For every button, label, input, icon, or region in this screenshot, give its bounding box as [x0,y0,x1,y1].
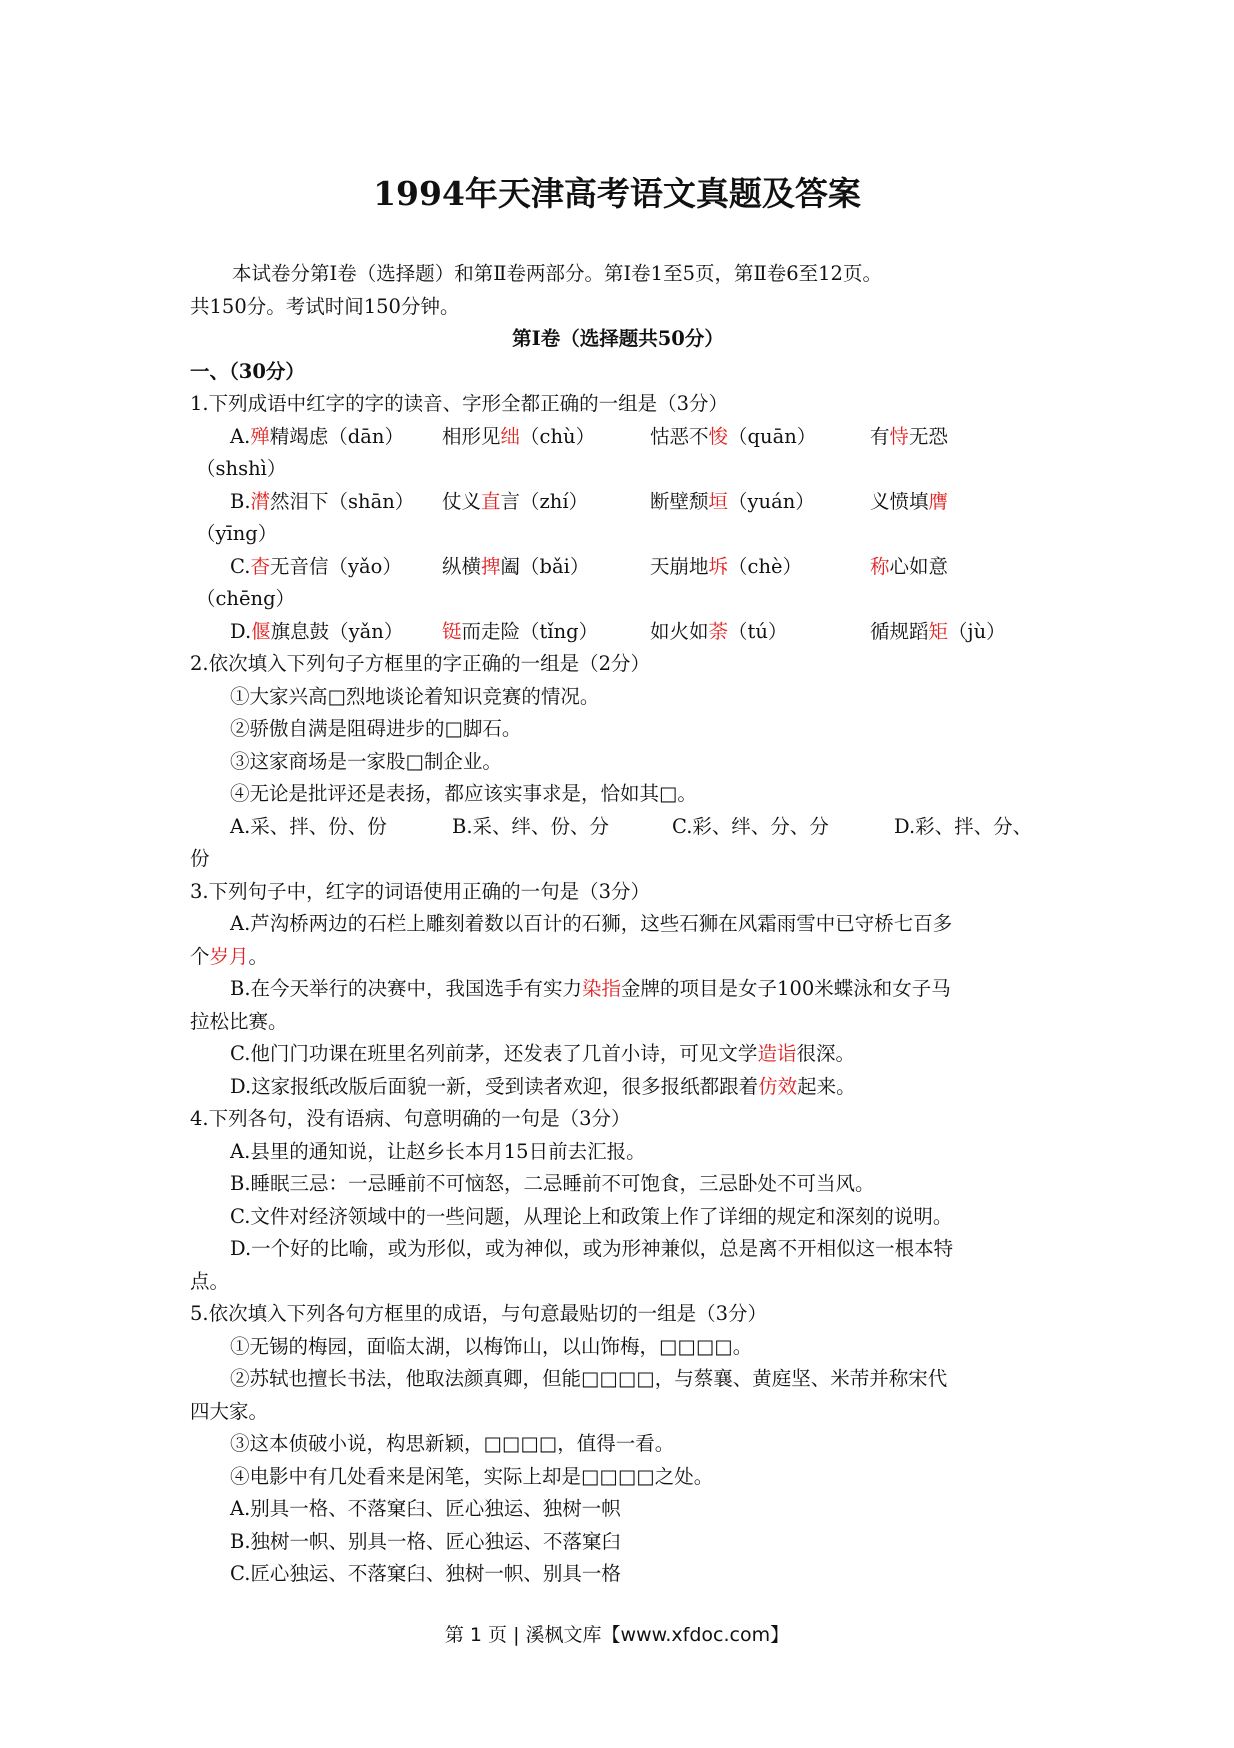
q4-option-c: C.文件对经济领域中的一些问题，从理论上和政策上作了详细的规定和深刻的说明。 [230,1204,953,1228]
q3-option-c: C.他门门功课在班里名列前茅，还发表了几首小诗，可见文学造诣很深。 [230,1042,855,1065]
q5-option-b: B.独树一帜、别具一格、匠心独运、不落窠臼 [230,1529,622,1553]
q1-c-item-2: 纵横捭阖（bǎi） [442,554,590,578]
q1-d-item-3: 如火如荼（tú） [650,619,788,643]
q1-a-item-2: 相形见绌（chù） [442,424,596,448]
q1-option-d [190,616,1046,649]
q3-a-red-term: 岁月 [209,944,249,968]
q4-option-a: A.县里的通知说，让赵乡长本月15日前去汇报。 [230,1139,646,1163]
q1-d-item-2: 铤而走险（tǐng） [442,619,599,643]
q3-option-b-line-2: 拉松比赛。 [190,1009,288,1033]
q1-a-continuation: （shshì） [196,457,287,480]
q2-option-a: A.采、拌、份、份 [230,814,387,838]
q2-option-b: B.采、绊、份、分 [452,814,610,838]
q1-b-item-1: B.潸然泪下（shān） [230,489,415,513]
q5-sentence-4: ④电影中有几处看来是闲笔，实际上却是□□□□之处。 [230,1464,714,1488]
part1-heading: 第Ⅰ卷（选择题共50分） [512,327,724,350]
q5-option-a: A.别具一格、不落窠臼、匠心独运、独树一帜 [230,1497,621,1520]
q2-options [190,811,1046,844]
q4-stem: 4.下列各句，没有语病、句意明确的一句是（3分） [190,1107,631,1130]
q1-c-item-4: 称心如意 [870,554,949,578]
q3-option-b-line-1: B.在今天举行的决赛中，我国选手有实力染指金牌的项目是女子100米蝶泳和女子马 [230,977,951,1000]
q1-c-item-1: C.杳无音信（yǎo） [230,554,402,578]
q1-d-item-4: 循规蹈矩（jù） [870,619,1006,643]
q1-b-item-3: 断壁颓垣（yuán） [650,489,815,513]
q5-stem: 5.依次填入下列各句方框里的成语，与句意最贴切的一组是（3分） [190,1302,768,1325]
q2-option-d-continuation: 份 [190,847,210,870]
q2-sentence-4: ④无论是批评还是表扬，都应该实事求是，恰如其□。 [230,782,697,805]
q3-option-a-line-2: 个岁月。 [190,944,269,968]
q1-a-item-4: 有恃无恐 [870,424,949,448]
q5-sentence-2-line-2: 四大家。 [190,1399,269,1423]
q5-sentence-2-line-1: ②苏轼也擅长书法，他取法颜真卿，但能□□□□，与蔡襄、黄庭坚、米芾并称宋代 [230,1367,948,1390]
intro-line-2: 共150分。考试时间150分钟。 [190,294,460,318]
q1-c-continuation: （chēng） [196,587,296,610]
q3-d-red-term: 仿效 [758,1074,798,1098]
intro-line-1: 本试卷分第Ⅰ卷（选择题）和第Ⅱ卷两部分。第Ⅰ卷1至5页，第Ⅱ卷6至12页。 [232,262,882,285]
q3-b-red-term: 染指 [582,977,622,1000]
q2-stem: 2.依次填入下列句子方框里的字正确的一组是（2分） [190,652,651,675]
page-footer: 第 1 页 | 溪枫文库【www.xfdoc.com】 [444,1624,790,1646]
q4-option-b: B.睡眠三忌：一忌睡前不可恼怒，二忌睡前不可饱食，三忌卧处不可当风。 [230,1172,875,1195]
q2-sentence-1: ①大家兴高□烈地谈论着知识竞赛的情况。 [230,684,600,708]
q2-sentence-2: ②骄傲自满是阻碍进步的□脚石。 [230,717,522,740]
q5-option-c: C.匠心独运、不落窠臼、独树一帜、别具一格 [230,1562,621,1585]
q4-option-d-line-1: D.一个好的比喻，或为形似，或为神似，或为形神兼似，总是离不开相似这一根本特 [230,1237,954,1260]
q1-a-item-3: 怙恶不悛（quān） [650,424,817,448]
q3-c-red-term: 造诣 [757,1042,797,1065]
q1-option-b [190,486,1046,519]
q1-b-continuation: （yīng） [196,522,278,545]
q2-option-c: C.彩、绊、分、分 [672,814,829,838]
q3-stem: 3.下列句子中，红字的词语使用正确的一句是（3分） [190,879,651,903]
q1-stem: 1.下列成语中红字的字的读音、字形全都正确的一组是（3分） [190,392,729,415]
q1-b-item-2: 仗义直言（zhí） [442,489,589,513]
q1-option-c [190,551,1046,584]
q5-sentence-3: ③这本侦破小说，构思新颖，□□□□，值得一看。 [230,1432,675,1455]
q2-sentence-3: ③这家商场是一家股□制企业。 [230,749,502,773]
q1-b-item-4: 义愤填膺 [870,489,949,513]
q3-option-d: D.这家报纸改版后面貌一新，受到读者欢迎，很多报纸都跟着仿效起来。 [230,1074,856,1098]
page-title: 1994年天津高考语文真题及答案 [373,174,861,213]
q3-option-a-line-1: A.芦沟桥两边的石栏上雕刻着数以百计的石狮，这些石狮在风霜雨雪中已守桥七百多 [230,912,953,935]
q1-option-a [190,421,1046,454]
q2-option-d: D.彩、拌、分、 [894,814,1033,838]
q1-d-item-1: D.偃旗息鼓（yǎn） [230,619,404,643]
q4-option-d-line-2: 点。 [190,1269,230,1293]
q1-c-item-3: 天崩地坼（chè） [650,554,803,578]
document-body [190,258,1046,1591]
q1-a-item-1: A.殚精竭虑（dān） [230,424,404,448]
section1-heading: 一、（30分） [190,359,305,383]
q5-sentence-1: ①无锡的梅园，面临太湖，以梅饰山，以山饰梅，□□□□。 [230,1334,753,1358]
